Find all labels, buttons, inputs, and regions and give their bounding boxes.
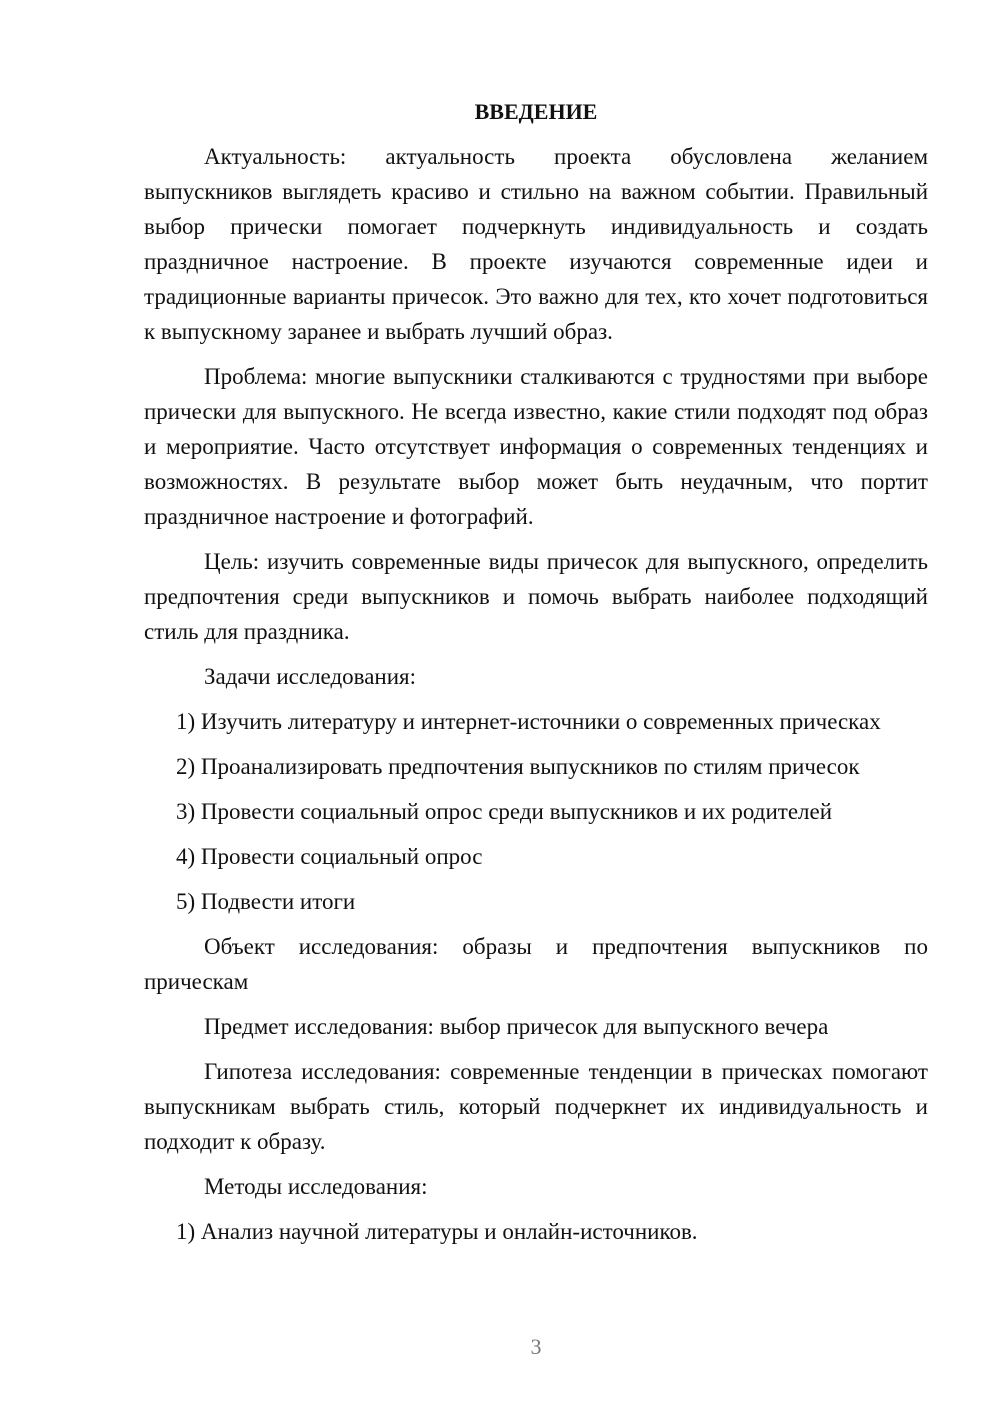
tasks-heading: Задачи исследования: [204, 664, 417, 689]
object-paragraph: Объект исследования: образы и предпочтения выпускников по прическам [144, 934, 928, 994]
method-item: 1) Анализ научной литературы и онлайн-источников. [176, 1219, 698, 1244]
relevance-paragraph: Актуальность: актуальность проекта обусловлена желанием выпускников выглядеть красиво и стильно на важном событии. Правильный выбор прически помогает подчеркнуть индивидуальность и создать праздничное настроение. В проекте изучаются современные идеи и традиционные варианты причесок. Это важно для тех, кто хочет подготовиться к выпускному заранее и выбрать лучший образ. [144, 144, 928, 344]
subject-paragraph: Предмет исследования: выбор причесок для выпускного вечера [204, 1014, 829, 1039]
methods-heading: Методы исследования: [204, 1174, 428, 1199]
problem-paragraph: Проблема: многие выпускники сталкиваются с трудностями при выборе прически для выпускного. Не всегда известно, какие стили подходят под образ и мероприятие. Часто отсутствует информация о современных тенденциях и возможностях. В результате выбор может быть неудачным, что портит праздничное настроение и фотографий. [144, 364, 928, 529]
task-item: 1) Изучить литературу и интернет-источники о современных прическах [176, 709, 881, 734]
task-item: 2) Проанализировать предпочтения выпускников по стилям причесок [176, 754, 860, 779]
section-title: ВВЕДЕНИЕ [474, 99, 598, 124]
task-item: 5) Подвести итоги [176, 889, 356, 914]
task-item: 3) Провести социальный опрос среди выпускников и их родителей [176, 799, 833, 824]
goal-paragraph: Цель: изучить современные виды причесок для выпускного, определить предпочтения среди выпускников и помочь выбрать наиболее подходящий стиль для праздника. [144, 549, 928, 644]
page-content [144, 95, 928, 1259]
hypothesis-paragraph: Гипотеза исследования: современные тенденции в прическах помогают выпускникам выбрать стиль, который подчеркнет их индивидуальность и подходит к образу. [144, 1059, 928, 1154]
task-item: 4) Провести социальный опрос [176, 844, 483, 869]
page-number: 3 [530, 1334, 542, 1359]
